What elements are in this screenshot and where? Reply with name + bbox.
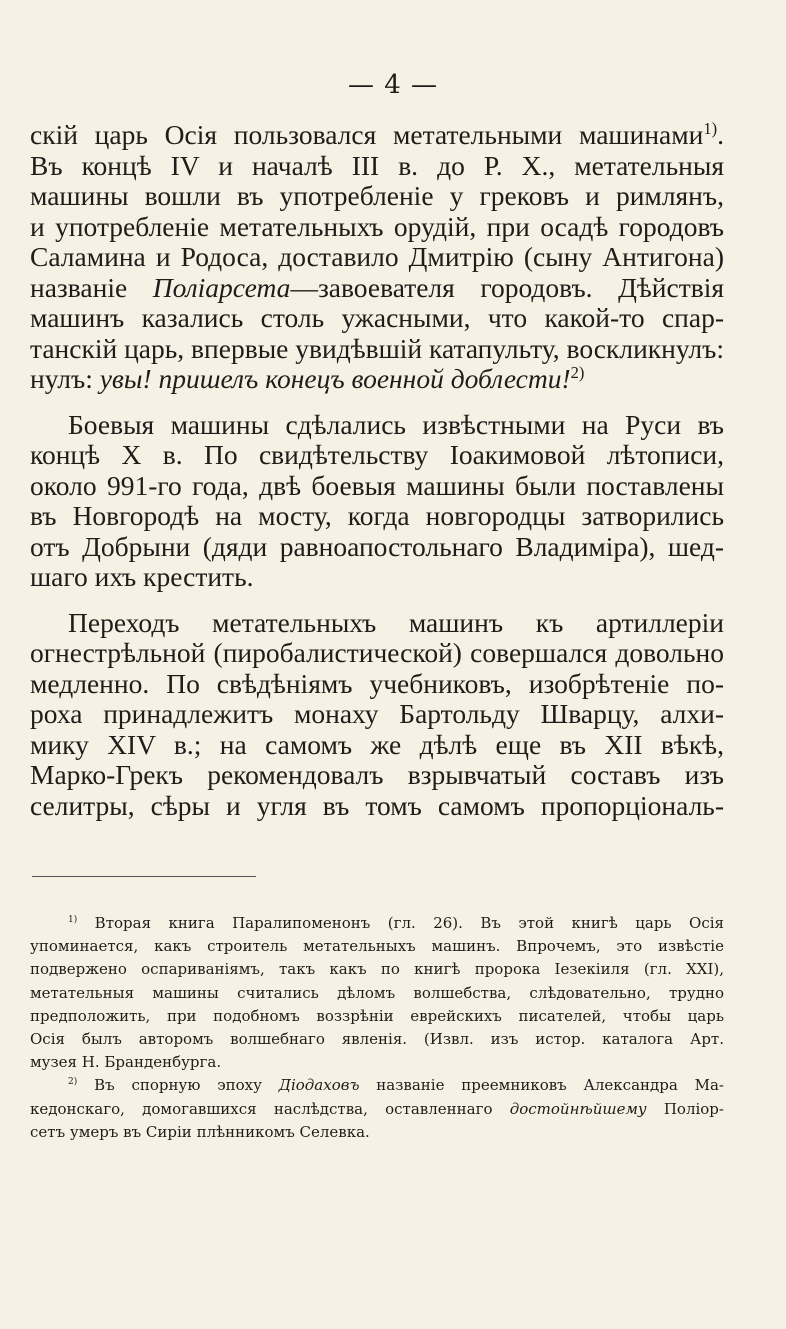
text-line: Въ концѣ IV и началѣ III в. до Р. Х., метательныя — [30, 149, 724, 181]
footnote-line: метательныя машины считались дѣломъ волшебства, слѣдовательно, трудно — [30, 983, 724, 1002]
text-line: мику XIV в.; на самомъ же дѣлѣ еще въ XII вѣкѣ, — [30, 728, 724, 760]
text-line: нулъ: увы! пришелъ конецъ военной доблести!$^{2)}$ — [30, 362, 585, 394]
footnote-marker: 2) — [68, 1077, 78, 1088]
text-line: скій царь Осія пользовался метательными машинами$^{1)}$. — [30, 118, 724, 150]
footnote-line: предположить, при подобномъ воззрѣніи еврейскихъ писателей, чтобы царь — [30, 1006, 724, 1025]
italic-term: Поліарсета — [152, 271, 291, 303]
paragraph — [30, 608, 724, 822]
text-line: отъ Добрыни (дяди равноапостольнаго Владиміра), шед- — [30, 530, 724, 562]
footnote-line: упоминается, какъ строитель метательныхъ машинъ. Впрочемъ, это извѣстіе — [30, 937, 724, 956]
text-line: Саламина и Родоса, доставило Дмитрію (сыну Антигона) — [30, 241, 724, 272]
footnote-marker: 1) — [68, 915, 78, 925]
text-line: названіе Поліарсета—завоевателя городовъ. Дѣйствія — [30, 271, 724, 303]
text-line: роха принадлежитъ монаху Бартольду Шварцу, алхи- — [30, 698, 724, 729]
footnote-line: музея Н. Бранденбурга. — [30, 1053, 222, 1072]
text-line: машины вошли въ употребленіе у грековъ и римлянъ, — [30, 180, 724, 211]
text-line: танскій царь, впервые увидѣвшій катапульту, воскликнулъ: — [30, 332, 724, 364]
text-line: Марко-Грекъ рекомендовалъ взрывчатый составъ изъ — [30, 759, 724, 790]
footnote — [30, 912, 724, 1074]
text-line: около 991-го года, двѣ боевыя машины были поставлены — [30, 469, 724, 501]
italic-quote: увы! пришелъ конецъ военной доблести! — [99, 363, 571, 394]
text-line: Переходъ метательныхъ машинъ къ артиллеріи — [68, 606, 724, 638]
footnote-line: подвержено оспариваніямъ, такъ какъ по книгѣ пророка Іезекіиля (гл. XXI), — [30, 960, 724, 979]
text-line: концѣ X в. По свидѣтельству Іоакимовой лѣтописи, — [30, 439, 724, 470]
text-line: огнестрѣльной (пиробалистической) совершался довольно — [30, 637, 724, 668]
footnote-line: Осія былъ авторомъ волшебнаго явленія. (Извл. изъ истор. каталога Арт. — [30, 1030, 724, 1049]
text-line: селитры, сѣры и угля въ томъ самомъ пропорціональ- — [30, 789, 724, 821]
paragraph — [30, 120, 724, 395]
body-text — [30, 120, 724, 821]
text-line: и употребленіе метательныхъ орудій, при осадѣ городовъ — [30, 210, 724, 242]
footnotes — [30, 912, 724, 1144]
text-line: медленно. По свѣдѣніямъ учебниковъ, изобрѣтеніе по- — [30, 667, 724, 699]
text-line: машинъ казались столь ужасными, что какой-то спар- — [30, 302, 724, 333]
paragraph — [30, 410, 724, 593]
footnote-line: $^{2)}$ Въ спорную эпоху Діодаховъ названіе преемниковъ Александра Ма- — [68, 1076, 724, 1095]
text-line: шаго ихъ крестить. — [30, 561, 254, 592]
footnote-separator — [32, 876, 256, 877]
italic-term: достойнѣйшему — [509, 1099, 647, 1118]
text-line: Боевыя машины сдѣлались извѣстными на Руси въ — [68, 408, 724, 440]
footnote-ref: 2) — [570, 362, 585, 382]
footnote-line: кедонскаго, домогавшихся наслѣдства, оставленнаго достойнѣйшему Поліор- — [30, 1099, 724, 1118]
footnote-line: сетъ умеръ въ Сиріи плѣнникомъ Селевка. — [30, 1122, 370, 1141]
text-line: въ Новгородѣ на мосту, когда новгородцы затворились — [30, 500, 724, 531]
footnote-line: $^{1)}$ Вторая книга Паралипоменонъ (гл. 26). Въ этой книгѣ царь Осія — [68, 914, 724, 932]
footnote-ref: 1) — [703, 118, 718, 138]
footnote — [30, 1074, 724, 1144]
page-number: — 4 — — [347, 70, 439, 100]
italic-term: Діодаховъ — [278, 1076, 360, 1095]
